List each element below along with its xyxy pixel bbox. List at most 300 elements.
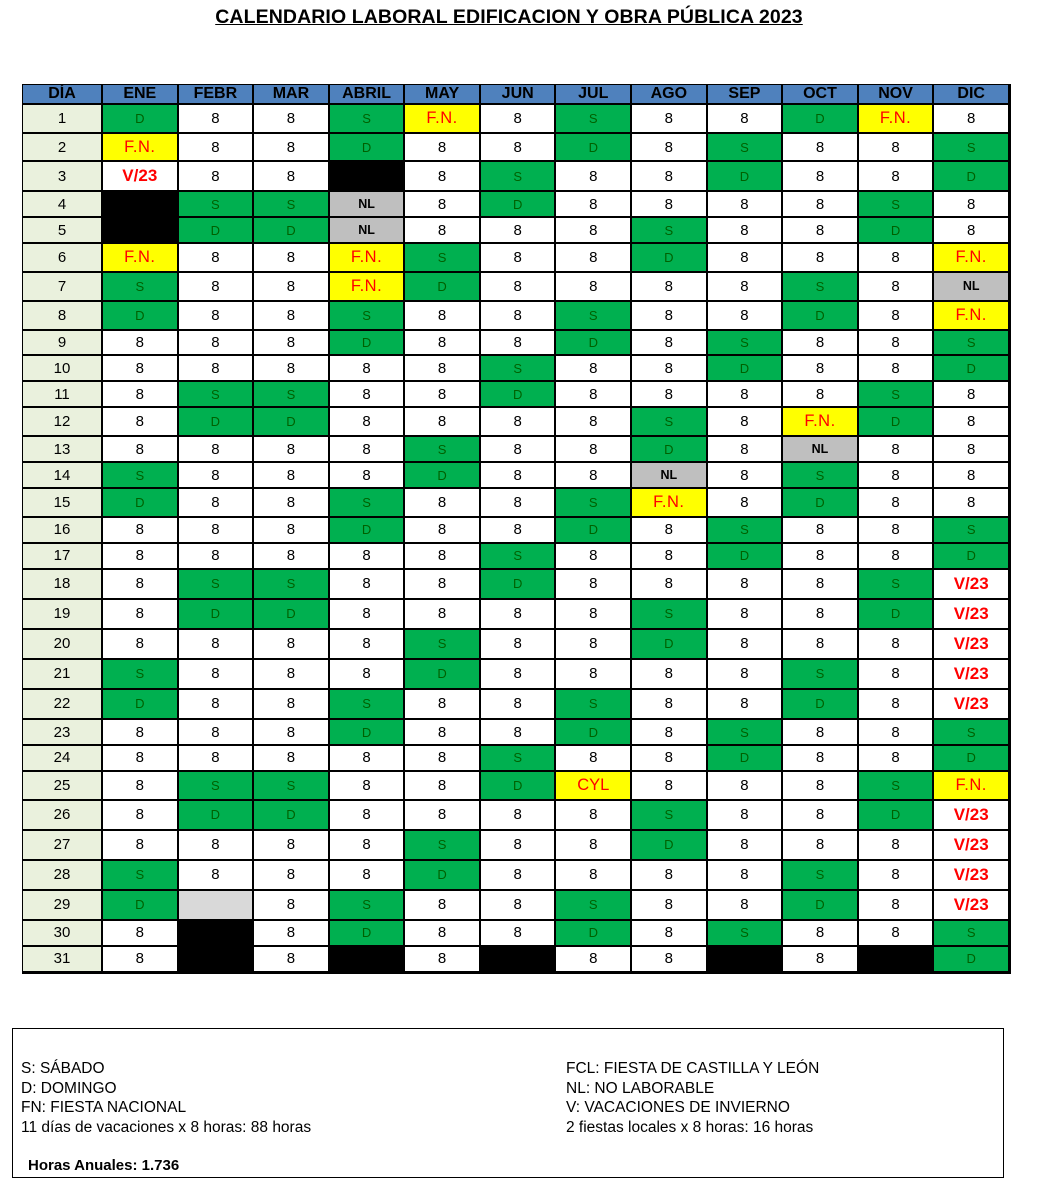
table-row — [23, 518, 1010, 544]
work-hours-cell: 8 — [179, 331, 255, 357]
saturday-cell: S — [405, 630, 481, 660]
work-hours-cell: 8 — [708, 437, 784, 463]
work-hours-cell: 8 — [708, 772, 784, 801]
saturday-cell: S — [708, 720, 784, 746]
day-number-cell: 31 — [23, 947, 103, 973]
work-hours-cell: 8 — [783, 331, 859, 357]
work-hours-cell: 8 — [179, 437, 255, 463]
legend-left-column — [21, 1059, 311, 1137]
saturday-cell: S — [859, 772, 935, 801]
work-hours-cell: 8 — [859, 273, 935, 302]
work-hours-cell: 8 — [783, 244, 859, 273]
sunday-cell: D — [934, 356, 1010, 382]
table-row — [23, 408, 1010, 437]
work-hours-cell: 8 — [179, 244, 255, 273]
sunday-cell: D — [103, 489, 179, 518]
work-hours-cell: 8 — [632, 690, 708, 720]
work-hours-cell: 8 — [254, 831, 330, 861]
saturday-cell: S — [330, 302, 406, 331]
work-hours-cell: 8 — [179, 489, 255, 518]
work-hours-cell: 8 — [934, 105, 1010, 134]
table-header-row — [23, 85, 1010, 105]
work-hours-cell: 8 — [103, 570, 179, 600]
work-hours-cell: 8 — [632, 382, 708, 408]
day-number-cell: 14 — [23, 463, 103, 489]
work-hours-cell: 8 — [934, 218, 1010, 244]
work-hours-cell: 8 — [556, 273, 632, 302]
day-number-cell: 22 — [23, 690, 103, 720]
sunday-cell: D — [254, 600, 330, 630]
sunday-cell: D — [405, 861, 481, 891]
header-month: AGO — [632, 85, 708, 105]
legend-item: FCL: FIESTA DE CASTILLA Y LEÓN — [566, 1060, 820, 1077]
day-number-cell: 8 — [23, 302, 103, 331]
work-hours-cell: 8 — [330, 570, 406, 600]
sunday-cell: D — [708, 162, 784, 192]
sunday-cell: D — [556, 720, 632, 746]
saturday-cell: S — [405, 831, 481, 861]
work-hours-cell: 8 — [632, 891, 708, 921]
work-hours-cell: 8 — [481, 660, 557, 690]
work-hours-cell: 8 — [481, 244, 557, 273]
saturday-cell: S — [708, 921, 784, 947]
saturday-cell: S — [556, 690, 632, 720]
sunday-cell: D — [934, 746, 1010, 772]
work-hours-cell: 8 — [859, 437, 935, 463]
regional-holiday-cell: CYL — [556, 772, 632, 801]
legend-item: 11 días de vacaciones x 8 horas: 88 horas — [21, 1118, 312, 1136]
work-hours-cell: 8 — [708, 570, 784, 600]
sunday-cell: D — [632, 831, 708, 861]
work-hours-cell: 8 — [405, 382, 481, 408]
sunday-cell: D — [859, 801, 935, 831]
table-row — [23, 489, 1010, 518]
work-hours-cell: 8 — [103, 331, 179, 357]
table-row — [23, 600, 1010, 630]
work-hours-cell: 8 — [405, 746, 481, 772]
work-hours-cell: 8 — [556, 861, 632, 891]
table-row — [23, 690, 1010, 720]
work-hours-cell: 8 — [859, 544, 935, 570]
work-hours-cell: 8 — [103, 947, 179, 973]
sunday-cell: D — [632, 437, 708, 463]
work-hours-cell: 8 — [405, 570, 481, 600]
work-hours-cell: 8 — [783, 947, 859, 973]
work-hours-cell: 8 — [405, 162, 481, 192]
work-hours-cell: 8 — [708, 861, 784, 891]
work-hours-cell: 8 — [859, 720, 935, 746]
national-holiday-cell: F.N. — [934, 244, 1010, 273]
day-number-cell: 17 — [23, 544, 103, 570]
header-month: SEP — [708, 85, 784, 105]
work-hours-cell: 8 — [481, 408, 557, 437]
day-number-cell: 23 — [23, 720, 103, 746]
sunday-cell: D — [859, 600, 935, 630]
work-hours-cell: 8 — [254, 356, 330, 382]
work-hours-cell: 8 — [632, 921, 708, 947]
work-hours-cell: 8 — [632, 746, 708, 772]
saturday-cell: S — [103, 861, 179, 891]
work-hours-cell: 8 — [708, 463, 784, 489]
day-number-cell: 27 — [23, 831, 103, 861]
work-hours-cell: 8 — [330, 831, 406, 861]
sunday-cell: D — [254, 801, 330, 831]
work-hours-cell: 8 — [708, 218, 784, 244]
work-hours-cell: 8 — [556, 382, 632, 408]
work-hours-cell: 8 — [859, 463, 935, 489]
sunday-cell: D — [405, 273, 481, 302]
work-hours-cell: 8 — [859, 831, 935, 861]
saturday-cell: S — [556, 302, 632, 331]
work-hours-cell: 8 — [481, 630, 557, 660]
saturday-cell: S — [103, 463, 179, 489]
work-hours-cell: 8 — [481, 302, 557, 331]
saturday-cell: S — [179, 382, 255, 408]
day-number-cell: 12 — [23, 408, 103, 437]
work-hours-cell: 8 — [859, 518, 935, 544]
legend-item: D: DOMINGO — [21, 1079, 117, 1097]
work-hours-cell: 8 — [934, 192, 1010, 218]
vacation-cell: V/23 — [103, 162, 179, 192]
work-hours-cell: 8 — [254, 273, 330, 302]
work-hours-cell: 8 — [934, 489, 1010, 518]
table-row — [23, 831, 1010, 861]
work-hours-cell: 8 — [859, 660, 935, 690]
work-hours-cell: 8 — [179, 861, 255, 891]
work-hours-cell: 8 — [632, 162, 708, 192]
day-number-cell: 26 — [23, 801, 103, 831]
saturday-cell: S — [556, 489, 632, 518]
sunday-cell: D — [783, 105, 859, 134]
nonexistent-day-cell — [103, 218, 179, 244]
work-hours-cell: 8 — [405, 192, 481, 218]
nonexistent-day-cell — [179, 947, 255, 973]
saturday-cell: S — [481, 162, 557, 192]
work-hours-cell: 8 — [405, 218, 481, 244]
work-hours-cell: 8 — [254, 630, 330, 660]
saturday-cell: S — [330, 489, 406, 518]
work-hours-cell: 8 — [783, 746, 859, 772]
saturday-cell: S — [934, 134, 1010, 163]
vacation-cell: V/23 — [934, 690, 1010, 720]
work-hours-cell: 8 — [254, 518, 330, 544]
saturday-cell: S — [179, 192, 255, 218]
work-hours-cell: 8 — [556, 947, 632, 973]
work-hours-cell: 8 — [330, 600, 406, 630]
work-hours-cell: 8 — [934, 382, 1010, 408]
national-holiday-cell: F.N. — [783, 408, 859, 437]
saturday-cell: S — [330, 891, 406, 921]
table-row — [23, 273, 1010, 302]
saturday-cell: S — [556, 891, 632, 921]
saturday-cell: S — [934, 331, 1010, 357]
work-hours-cell: 8 — [708, 630, 784, 660]
nonexistent-day-cell — [179, 921, 255, 947]
work-hours-cell: 8 — [556, 437, 632, 463]
work-hours-cell: 8 — [632, 861, 708, 891]
work-hours-cell: 8 — [481, 921, 557, 947]
work-hours-cell: 8 — [556, 192, 632, 218]
work-hours-cell: 8 — [179, 302, 255, 331]
saturday-cell: S — [405, 244, 481, 273]
table-row — [23, 861, 1010, 891]
sunday-cell: D — [481, 772, 557, 801]
sunday-cell: D — [632, 630, 708, 660]
work-hours-cell: 8 — [859, 331, 935, 357]
work-hours-cell: 8 — [783, 162, 859, 192]
work-hours-cell: 8 — [179, 273, 255, 302]
work-hours-cell: 8 — [632, 192, 708, 218]
work-hours-cell: 8 — [632, 772, 708, 801]
work-hours-cell: 8 — [783, 630, 859, 660]
saturday-cell: S — [481, 356, 557, 382]
saturday-cell: S — [632, 801, 708, 831]
work-hours-cell: 8 — [481, 831, 557, 861]
work-hours-cell: 8 — [179, 134, 255, 163]
work-hours-cell: 8 — [783, 518, 859, 544]
table-row — [23, 801, 1010, 831]
day-number-cell: 10 — [23, 356, 103, 382]
saturday-cell: S — [708, 134, 784, 163]
work-hours-cell: 8 — [632, 331, 708, 357]
work-hours-cell: 8 — [405, 690, 481, 720]
sunday-cell: D — [708, 544, 784, 570]
legend-box — [12, 1028, 1004, 1178]
sunday-cell: D — [783, 891, 859, 921]
day-number-cell: 3 — [23, 162, 103, 192]
national-holiday-cell: F.N. — [103, 244, 179, 273]
work-hours-cell: 8 — [254, 463, 330, 489]
work-hours-cell: 8 — [556, 244, 632, 273]
sunday-cell: D — [179, 600, 255, 630]
saturday-cell: S — [254, 772, 330, 801]
work-hours-cell: 8 — [179, 746, 255, 772]
work-hours-cell: 8 — [481, 690, 557, 720]
table-row — [23, 331, 1010, 357]
vacation-cell: V/23 — [934, 861, 1010, 891]
work-hours-cell: 8 — [254, 746, 330, 772]
work-hours-cell: 8 — [632, 720, 708, 746]
work-hours-cell: 8 — [481, 720, 557, 746]
table-row — [23, 746, 1010, 772]
sunday-cell: D — [103, 891, 179, 921]
sunday-cell: D — [556, 518, 632, 544]
work-hours-cell: 8 — [556, 746, 632, 772]
work-hours-cell: 8 — [556, 463, 632, 489]
header-month: ABRIL — [330, 85, 406, 105]
table-row — [23, 218, 1010, 244]
legend-item: FN: FIESTA NACIONAL — [21, 1099, 187, 1116]
work-hours-cell: 8 — [405, 489, 481, 518]
work-hours-cell: 8 — [179, 162, 255, 192]
non-working-day-cell: NL — [783, 437, 859, 463]
day-number-cell: 29 — [23, 891, 103, 921]
vacation-cell: V/23 — [934, 600, 1010, 630]
saturday-cell: S — [103, 660, 179, 690]
work-hours-cell: 8 — [481, 600, 557, 630]
table-row — [23, 105, 1010, 134]
work-hours-cell: 8 — [103, 720, 179, 746]
work-hours-cell: 8 — [103, 921, 179, 947]
table-row — [23, 544, 1010, 570]
work-hours-cell: 8 — [330, 660, 406, 690]
work-hours-cell: 8 — [783, 801, 859, 831]
work-hours-cell: 8 — [783, 218, 859, 244]
work-hours-cell: 8 — [254, 947, 330, 973]
sunday-cell: D — [330, 518, 406, 544]
work-hours-cell: 8 — [330, 437, 406, 463]
table-body — [23, 105, 1010, 973]
non-working-day-cell: NL — [934, 273, 1010, 302]
work-hours-cell: 8 — [481, 801, 557, 831]
vacation-cell: V/23 — [934, 630, 1010, 660]
national-holiday-cell: F.N. — [859, 105, 935, 134]
work-hours-cell: 8 — [254, 720, 330, 746]
sunday-cell: D — [556, 134, 632, 163]
work-hours-cell: 8 — [254, 861, 330, 891]
work-hours-cell: 8 — [632, 105, 708, 134]
work-hours-cell: 8 — [556, 660, 632, 690]
table-row — [23, 720, 1010, 746]
saturday-cell: S — [254, 382, 330, 408]
sunday-cell: D — [783, 302, 859, 331]
work-hours-cell: 8 — [330, 544, 406, 570]
work-hours-cell: 8 — [556, 630, 632, 660]
work-hours-cell: 8 — [405, 947, 481, 973]
nonexistent-day-cell — [859, 947, 935, 973]
day-number-cell: 9 — [23, 331, 103, 357]
work-hours-cell: 8 — [481, 489, 557, 518]
work-hours-cell: 8 — [103, 630, 179, 660]
work-hours-cell: 8 — [708, 891, 784, 921]
work-hours-cell: 8 — [405, 600, 481, 630]
header-month: NOV — [859, 85, 935, 105]
work-hours-cell: 8 — [481, 218, 557, 244]
work-hours-cell: 8 — [179, 544, 255, 570]
day-number-cell: 18 — [23, 570, 103, 600]
national-holiday-cell: F.N. — [103, 134, 179, 163]
work-hours-cell: 8 — [708, 408, 784, 437]
work-hours-cell: 8 — [556, 162, 632, 192]
sunday-cell: D — [556, 331, 632, 357]
vacation-cell: V/23 — [934, 801, 1010, 831]
work-hours-cell: 8 — [708, 192, 784, 218]
vacation-cell: V/23 — [934, 891, 1010, 921]
work-hours-cell: 8 — [254, 544, 330, 570]
sunday-cell: D — [708, 356, 784, 382]
work-hours-cell: 8 — [179, 356, 255, 382]
day-number-cell: 5 — [23, 218, 103, 244]
work-hours-cell: 8 — [783, 772, 859, 801]
vacation-cell: V/23 — [934, 570, 1010, 600]
header-month: DIC — [934, 85, 1010, 105]
saturday-cell: S — [859, 382, 935, 408]
table-row — [23, 302, 1010, 331]
national-holiday-cell: F.N. — [330, 273, 406, 302]
sunday-cell: D — [934, 544, 1010, 570]
sunday-cell: D — [708, 746, 784, 772]
work-hours-cell: 8 — [330, 746, 406, 772]
work-hours-cell: 8 — [783, 192, 859, 218]
work-hours-cell: 8 — [254, 244, 330, 273]
work-hours-cell: 8 — [632, 660, 708, 690]
work-hours-cell: 8 — [859, 861, 935, 891]
national-holiday-cell: F.N. — [934, 302, 1010, 331]
sunday-cell: D — [330, 331, 406, 357]
sunday-cell: D — [103, 302, 179, 331]
sunday-cell: D — [481, 192, 557, 218]
work-hours-cell: 8 — [708, 382, 784, 408]
work-hours-cell: 8 — [254, 105, 330, 134]
work-hours-cell: 8 — [179, 105, 255, 134]
day-number-cell: 13 — [23, 437, 103, 463]
work-hours-cell: 8 — [481, 105, 557, 134]
saturday-cell: S — [254, 192, 330, 218]
table-row — [23, 660, 1010, 690]
work-hours-cell: 8 — [859, 302, 935, 331]
work-hours-cell: 8 — [783, 356, 859, 382]
nonexistent-day-cell — [481, 947, 557, 973]
day-number-cell: 6 — [23, 244, 103, 273]
work-hours-cell: 8 — [330, 463, 406, 489]
work-hours-cell: 8 — [708, 105, 784, 134]
work-hours-cell: 8 — [556, 544, 632, 570]
day-number-cell: 24 — [23, 746, 103, 772]
sunday-cell: D — [179, 801, 255, 831]
work-hours-cell: 8 — [481, 273, 557, 302]
national-holiday-cell: F.N. — [330, 244, 406, 273]
work-hours-cell: 8 — [934, 463, 1010, 489]
saturday-cell: S — [783, 861, 859, 891]
work-hours-cell: 8 — [103, 518, 179, 544]
sunday-cell: D — [405, 463, 481, 489]
saturday-cell: S — [708, 518, 784, 544]
header-month: JUL — [556, 85, 632, 105]
work-hours-cell: 8 — [179, 463, 255, 489]
work-hours-cell: 8 — [405, 801, 481, 831]
header-month: MAR — [254, 85, 330, 105]
work-hours-cell: 8 — [179, 518, 255, 544]
work-hours-cell: 8 — [783, 921, 859, 947]
table-row — [23, 244, 1010, 273]
work-hours-cell: 8 — [859, 244, 935, 273]
annual-hours: Horas Anuales: 1.736 — [28, 1157, 180, 1174]
work-hours-cell: 8 — [405, 544, 481, 570]
work-hours-cell: 8 — [254, 331, 330, 357]
nonexistent-day-cell — [708, 947, 784, 973]
work-hours-cell: 8 — [934, 437, 1010, 463]
legend-item: S: SÁBADO — [21, 1060, 105, 1077]
sunday-cell: D — [330, 921, 406, 947]
header-month: FEBR — [179, 85, 255, 105]
saturday-cell: S — [481, 544, 557, 570]
work-hours-cell: 8 — [330, 801, 406, 831]
sunday-cell: D — [783, 489, 859, 518]
work-hours-cell: 8 — [859, 690, 935, 720]
table-row — [23, 947, 1010, 973]
work-hours-cell: 8 — [783, 382, 859, 408]
work-hours-cell: 8 — [783, 570, 859, 600]
saturday-cell: S — [481, 746, 557, 772]
work-hours-cell: 8 — [859, 162, 935, 192]
saturday-cell: S — [103, 273, 179, 302]
nonexistent-day-cell — [103, 192, 179, 218]
work-hours-cell: 8 — [103, 772, 179, 801]
saturday-cell: S — [632, 218, 708, 244]
work-hours-cell: 8 — [481, 463, 557, 489]
work-hours-cell: 8 — [179, 660, 255, 690]
work-hours-cell: 8 — [103, 831, 179, 861]
